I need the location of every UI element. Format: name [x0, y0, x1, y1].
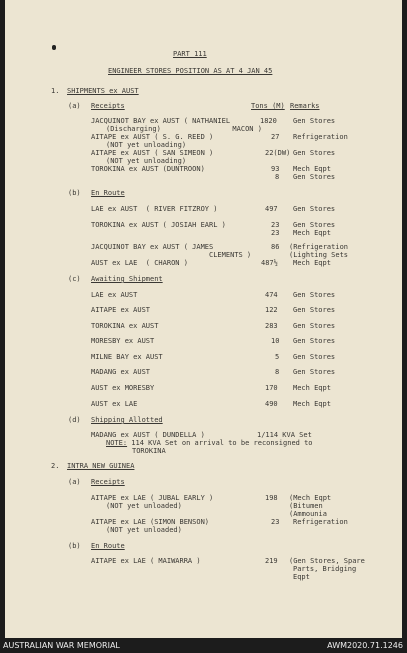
row-remarks: (Refrigeration — [289, 243, 349, 251]
row-tons: 219 — [265, 557, 278, 565]
row-remarks: Mech Eqpt — [293, 384, 331, 392]
row-desc: AUST ex LAE ( CHARON ) — [91, 259, 188, 267]
row-tons: 86 — [271, 243, 280, 251]
row-desc: AITAPE ex AUST — [91, 306, 151, 314]
row-desc: AITAPE ex LAE ( MAIWARRA ) — [91, 557, 201, 565]
row-tons: 23 — [271, 229, 280, 237]
row-tons: 23 — [271, 518, 280, 526]
row-tons: 93 — [271, 165, 280, 173]
row-tons: 198 — [265, 494, 278, 502]
subsection-a-label: (a) — [68, 102, 81, 110]
row-desc: AITAPE ex AUST ( SAN SIMEON ) — [91, 149, 214, 157]
row-desc: JACQUINOT BAY ex AUST ( NATHANIEL — [91, 117, 231, 125]
row-remarks: Gen Stores — [293, 306, 336, 314]
row-remarks: (Gen Stores, Spare — [289, 557, 365, 565]
row-tons: 490 — [265, 400, 278, 408]
row-tons: 27 — [271, 133, 280, 141]
row-tons: 8 — [275, 173, 280, 181]
row-desc-cont: (NOT yet unloading) — [106, 157, 187, 165]
subsection-2b-label: (b) — [68, 542, 81, 550]
row-desc: AITAPE ex LAE (SIMON BENSON) — [91, 518, 210, 526]
row-remarks: Refrigeration — [293, 518, 348, 526]
note-text: 114 KVA Set on arrival to be reconsigned to — [127, 439, 313, 447]
subsection-b-label: (b) — [68, 189, 81, 197]
row-desc: AUST ex LAE — [91, 400, 138, 408]
row-remarks: Eqpt — [293, 573, 310, 581]
row-remarks: Gen Stores — [293, 353, 336, 361]
row-remarks: Gen Stores — [293, 337, 336, 345]
row-remarks: (Lighting Sets — [289, 251, 349, 259]
row-tons: 1820 — [260, 117, 277, 125]
row-remarks: (Bitumen — [289, 502, 323, 510]
part-heading: PART 111 — [173, 50, 207, 58]
row-remarks: Gen Stores — [293, 291, 336, 299]
row-remarks: (Ammounia — [289, 510, 327, 518]
row-desc: AUST ex MORESBY — [91, 384, 155, 392]
subsection-2b-title: En Route — [91, 542, 125, 550]
row-remarks: (Mech Eqpt — [289, 494, 332, 502]
row-desc-cont: (Discharging) MACON ) — [106, 125, 262, 133]
punch-hole — [52, 45, 56, 50]
row-remarks: 1/114 KVA Set — [257, 431, 312, 439]
row-remarks: Gen Stores — [293, 368, 336, 376]
subsection-a-title: Receipts — [91, 102, 125, 110]
note-line — [106, 439, 313, 447]
row-remarks: Mech Eqpt — [293, 259, 331, 267]
document-page — [5, 0, 402, 638]
subsection-d-label: (d) — [68, 416, 81, 424]
row-desc: LAE ex AUST — [91, 291, 138, 299]
subsection-2a-label: (a) — [68, 478, 81, 486]
row-desc: MORESBY ex AUST — [91, 337, 155, 345]
subsection-c-title: Awaiting Shipment — [91, 275, 163, 283]
row-tons: 10 — [271, 337, 280, 345]
row-remarks: Mech Eqpt — [293, 400, 331, 408]
row-tons: 497 — [265, 205, 278, 213]
section-1-title: SHIPMENTS ex AUST — [67, 87, 139, 95]
subsection-2a-title: Receipts — [91, 478, 125, 486]
row-remarks: Gen Stores — [293, 322, 336, 330]
row-tons: 283 — [265, 322, 278, 330]
row-tons: 8 — [275, 368, 280, 376]
row-desc: MILNE BAY ex AUST — [91, 353, 163, 361]
row-tons: 122 — [265, 306, 278, 314]
row-desc: TOROKINA ex AUST ( JOSIAH EARL ) — [91, 221, 226, 229]
footer-accession-number: AWM2020.71.1246 — [327, 641, 403, 650]
row-tons: 22(DW) — [265, 149, 291, 157]
row-tons: 23 — [271, 221, 280, 229]
row-desc-cont: (NOT yet unloading) — [106, 141, 187, 149]
row-desc-cont: (NOT yet unloaded) — [106, 526, 182, 534]
archive-footer — [0, 638, 407, 653]
row-tons: 5 — [275, 353, 280, 361]
row-desc: TOROKINA ex AUST — [91, 322, 159, 330]
row-remarks: Gen Stores — [293, 173, 336, 181]
row-tons: 487½ — [261, 259, 278, 267]
row-remarks: Refrigeration — [293, 133, 348, 141]
subsection-d-title: Shipping Allotted — [91, 416, 163, 424]
row-tons: 474 — [265, 291, 278, 299]
subsection-c-label: (c) — [68, 275, 81, 283]
section-1-number: 1. — [51, 87, 60, 95]
tons-column-header: Tons (M) — [251, 102, 285, 110]
row-remarks: Mech Eqpt — [293, 165, 331, 173]
row-desc: JACQUINOT BAY ex AUST ( JAMES — [91, 243, 214, 251]
row-remarks: Mech Eqpt — [293, 229, 331, 237]
row-desc: AITAPE ex LAE ( JUBAL EARLY ) — [91, 494, 214, 502]
note-line-cont: TOROKINA — [132, 447, 166, 455]
row-desc: MADANG ex AUST ( DUNDELLA ) — [91, 431, 205, 439]
row-remarks: Gen Stores — [293, 149, 336, 157]
row-desc-cont: CLEMENTS ) — [209, 251, 252, 259]
row-desc: LAE ex AUST ( RIVER FITZROY ) — [91, 205, 218, 213]
row-tons: 170 — [265, 384, 278, 392]
row-remarks: Gen Stores — [293, 205, 336, 213]
row-remarks: Gen Stores — [293, 117, 336, 125]
document-title: ENGINEER STORES POSITION AS AT 4 JAN 45 — [108, 67, 273, 75]
row-remarks: Parts, Bridging — [293, 565, 357, 573]
remarks-column-header: Remarks — [290, 102, 320, 110]
note-label: NOTE: — [106, 439, 128, 447]
section-2-title: INTRA NEW GUINEA — [67, 462, 135, 470]
section-2-number: 2. — [51, 462, 60, 470]
row-desc: TOROKINA ex AUST (DUNTROON) — [91, 165, 205, 173]
row-desc: AITAPE ex AUST ( S. G. REED ) — [91, 133, 214, 141]
row-desc-cont: (NOT yet unloaded) — [106, 502, 182, 510]
row-remarks: Gen Stores — [293, 221, 336, 229]
row-desc: MADANG ex AUST — [91, 368, 151, 376]
subsection-b-title: En Route — [91, 189, 125, 197]
footer-institution: AUSTRALIAN WAR MEMORIAL — [3, 641, 120, 650]
